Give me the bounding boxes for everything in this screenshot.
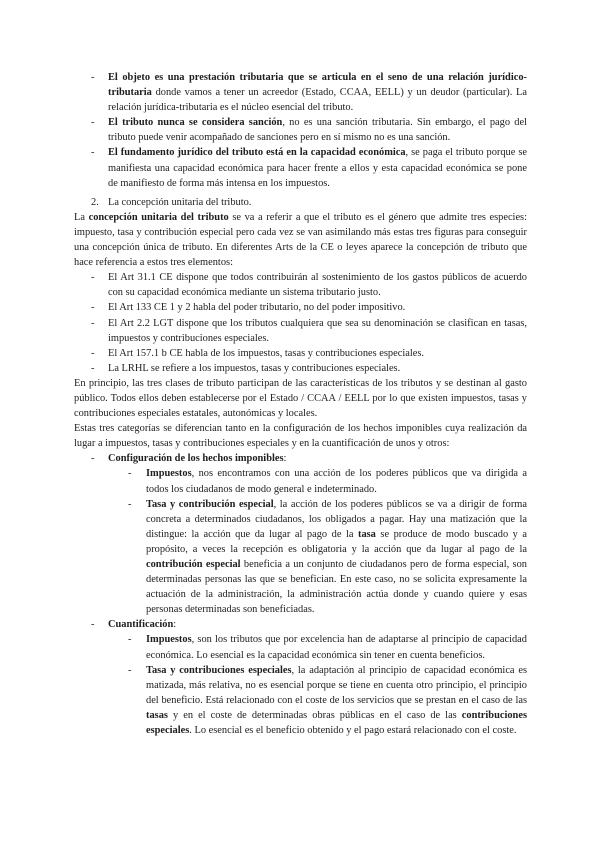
bullet-marker: - (91, 147, 95, 159)
item-emphasis: contribuciones especiales (146, 709, 527, 737)
list-item (74, 270, 527, 300)
list-item (74, 115, 527, 145)
bullet-marker: - (91, 317, 95, 329)
bullet-marker: - (91, 272, 95, 284)
item-text: , no es una sanción tributaria. Sin embargo, el pago del tributo puede venir acompañado de sanciones pero en sí mismo no es una sanción. (108, 117, 528, 144)
bullet-marker: - (91, 72, 95, 83)
bullet-marker: - (128, 498, 132, 510)
item-emphasis: Tasa y contribución especial (146, 498, 274, 510)
sub-list-item (74, 466, 527, 496)
item-emphasis: Tasa y contribuciones especiales (146, 664, 292, 676)
item-emphasis: El objeto es una prestación tributaria que se articula en el seno de una relación jurídico-tributaria (108, 72, 527, 99)
item-text: El Art 157.1 b CE habla de los impuestos, tasas y contribuciones especiales. (108, 347, 424, 359)
bullet-marker: - (128, 468, 132, 480)
list-item (74, 346, 527, 361)
bullet-marker: - (128, 664, 132, 676)
list-item (74, 145, 527, 190)
item-text: beneficia a un conjunto de ciudadanos pero de forma especial, son determinadas personas las que se benefician. En este caso, no se solicita expresamente la actuación de la administración, la administración actúa donde y cuando quiere y esas personas determinadas son beneficiadas. (146, 559, 527, 616)
sub-list-item (74, 632, 527, 662)
item-text: y en el coste de determinadas obras públicas en el caso de las (167, 709, 462, 721)
list-item (74, 316, 527, 346)
item-text: , nos encontramos con una acción de los poderes públicos que va dirigida a todos los ciudadanos de modo general e indeterminado. (146, 468, 527, 495)
item-text: El Art 31.1 CE dispone que todos contribuirán al sostenimiento de los gastos públicos de acuerdo con su capacidad económica mediante un sistema tributario justo. (108, 272, 527, 299)
item-text: , son los tributos que por excelencia han de adaptarse al principio de capacidad económica. Lo esencial es la capacidad económica sin tener en cuenta beneficios. (146, 634, 527, 661)
item-emphasis: Impuestos (146, 468, 192, 480)
list-item (74, 361, 527, 376)
paragraph: Estas tres categorías se diferencian tanto en la configuración de los hechos imponibles cuya realización da lugar a impuestos, tasas y contribuciones especiales y en la cuantificación de unos y otros: (74, 423, 527, 450)
section-heading (74, 195, 527, 210)
item-text: donde vamos a tener un acreedor (Estado, CCAA, EELL) y un deudor (particular). La relación jurídica-tributaria es el núcleo esencial del tributo. (108, 87, 527, 114)
bullet-marker: - (91, 619, 95, 631)
sub-list-item (74, 497, 527, 618)
bullet-marker: - (128, 634, 132, 646)
heading-text: Cuantificación (108, 619, 174, 631)
item-emphasis: tasas (146, 709, 168, 721)
item-text: , la adaptación al principio de capacidad económica es matizada, más relativa, no es esencial porque se tiene en cuenta otro principio, el principio del beneficio. Está relacionado con el coste de los servicios que se prestan en el caso de las (146, 664, 527, 706)
item-emphasis: Impuestos (146, 634, 192, 646)
item-emphasis: El fundamento jurídico del tributo está en la capacidad económica (108, 147, 406, 159)
item-text: se produce de modo buscado y a propósito, a veces la recepción es obligatoria y la acción que da lugar al pago de la (146, 528, 527, 555)
paragraph: En principio, las tres clases de tributo participan de las características de los tributos y se destinan al gasto público. Todos ellos deben establecerse por el Estado / CCAA / EELL por lo que existen impuestos, tasas y contribuciones especiales estatales, autonómicas y locales. (74, 377, 527, 420)
list-item (74, 70, 527, 115)
bullet-marker: - (91, 302, 95, 314)
section-number: 2. (91, 196, 99, 208)
section-title: La concepción unitaria del tributo. (108, 196, 252, 208)
item-text: El Art 133 CE 1 y 2 habla del poder tributario, no del poder impositivo. (108, 302, 406, 314)
item-text: La LRHL se refiere a los impuestos, tasas y contribuciones especiales. (108, 362, 401, 374)
item-text: . Lo esencial es el beneficio obtenido y el pago estará relacionado con el coste. (189, 725, 517, 737)
item-emphasis: El tributo nunca se considera sanción (108, 117, 283, 129)
paragraph-text: La (74, 211, 89, 223)
paragraph-text: se va a referir a que el tributo es el género que admite tres especies: impuesto, tasa y contribución especial pero cada vez se van asimilando más estas tres figuras para conseguir una concepción única de tributo. En diferentes Arts de la CE o leyes aparece la concepción de tributo que hace referencia a estos tres elementos: (74, 211, 527, 269)
paragraph (74, 210, 527, 270)
bullet-marker: - (91, 362, 95, 374)
item-emphasis: tasa (357, 528, 376, 540)
list-heading (74, 451, 527, 466)
document-page (74, 70, 527, 738)
sub-list-item (74, 663, 527, 738)
item-text: , la acción de los poderes públicos se va a dirigir de forma concreta a determinados ciudadanos, los obligados a pagar. Hay una matización que la distingue: la acción que da lugar al pago de la (146, 498, 527, 540)
heading-colon: : (173, 619, 177, 631)
list-item (74, 300, 527, 315)
paragraph-emphasis: concepción unitaria del tributo (88, 211, 229, 223)
item-emphasis: contribución especial (146, 559, 241, 570)
bullet-marker: - (91, 347, 95, 359)
bullet-marker: - (91, 117, 95, 129)
list-heading (74, 617, 527, 632)
item-text: , se paga el tributo porque se manifiesta una capacidad económica para hacer frente a ellos y esta capacidad económica se pone de manifiesto de forma más intensa en los impuestos. (108, 147, 528, 189)
heading-colon: : (283, 453, 287, 465)
bullet-marker: - (91, 453, 95, 465)
item-text: El Art 2.2 LGT dispone que los tributos cualquiera que sea su denominación se clasifican en tasas, impuestos y contribuciones especiales. (108, 317, 527, 344)
heading-text: Configuración de los hechos imponibles (108, 453, 284, 465)
